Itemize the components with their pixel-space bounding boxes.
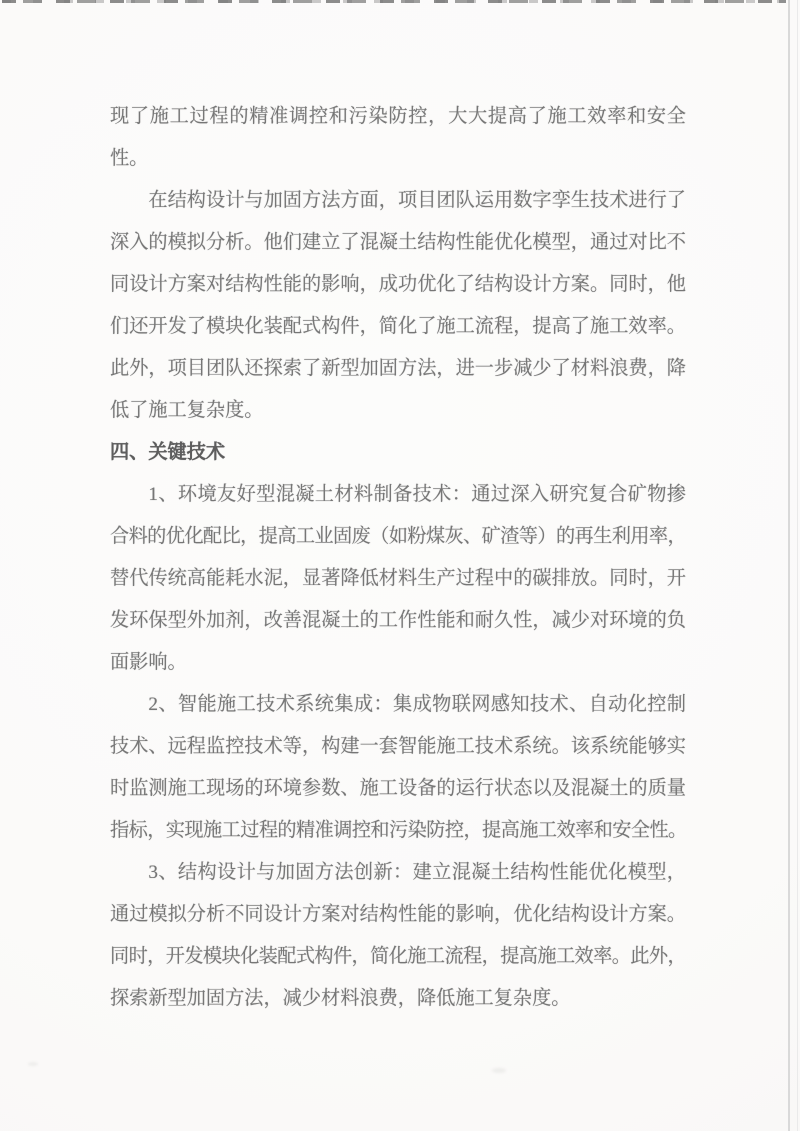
text-line: 1、环境友好型混凝土材料制备技术：通过深入研究复合矿物掺 — [148, 484, 686, 505]
scan-vertical-edge-line — [788, 0, 790, 1131]
text-line: 们还开发了模块化装配式构件，简化了施工流程，提高了施工效率。 — [110, 316, 686, 337]
text-line: 替代传统高能耗水泥，显著降低材料生产过程中的碳排放。同时，开 — [110, 568, 686, 589]
text-line: 2、智能施工技术系统集成：集成物联网感知技术、自动化控制 — [148, 694, 686, 715]
text-line: 探索新型加固方法，减少材料浪费，降低施工复杂度。 — [110, 988, 571, 1009]
text-line: 性。 — [110, 148, 149, 169]
paragraph-structure-design — [110, 180, 686, 432]
paragraph-item-2 — [110, 684, 686, 852]
text-line: 现了施工过程的精准调控和污染防控，大大提高了施工效率和安全 — [110, 106, 686, 127]
text-line: 3、结构设计与加固方法创新：建立混凝土结构性能优化模型， — [148, 862, 686, 883]
text-line: 通过模拟分析不同设计方案对结构性能的影响，优化结构设计方案。 — [110, 904, 686, 925]
text-line: 深入的模拟分析。他们建立了混凝土结构性能优化模型，通过对比不 — [110, 232, 686, 253]
section-heading-block — [110, 432, 686, 474]
scan-speck — [28, 1062, 38, 1066]
text-line: 技术、远程监控技术等，构建一套智能施工技术系统。该系统能够实 — [110, 736, 686, 757]
scan-speck — [492, 1068, 506, 1073]
document-body — [110, 96, 686, 1020]
scan-top-edge-artifact — [2, 0, 786, 3]
text-line: 同设计方案对结构性能的影响，成功优化了结构设计方案。同时，他 — [110, 274, 686, 295]
text-line: 面影响。 — [110, 652, 187, 673]
section-heading: 四、关键技术 — [110, 442, 226, 463]
text-line: 低了施工复杂度。 — [110, 400, 264, 421]
text-line: 指标，实现施工过程的精准调控和污染防控，提高施工效率和安全性。 — [110, 820, 686, 841]
paragraph-item-1 — [110, 474, 686, 684]
scan-vertical-edge-line-outer — [797, 0, 798, 1131]
text-line: 发环保型外加剂，改善混凝土的工作性能和耐久性，减少对环境的负 — [110, 610, 686, 631]
text-line: 时监测施工现场的环境参数、施工设备的运行状态以及混凝土的质量 — [110, 778, 686, 799]
text-line: 在结构设计与加固方法方面，项目团队运用数字孪生技术进行了 — [148, 190, 686, 211]
text-line: 合料的优化配比，提高工业固废（如粉煤灰、矿渣等）的再生利用率， — [110, 526, 686, 547]
text-line: 此外，项目团队还探索了新型加固方法，进一步减少了材料浪费，降 — [110, 358, 686, 379]
paragraph-continuation — [110, 96, 686, 180]
text-line: 同时，开发模块化装配式构件，简化施工流程，提高施工效率。此外， — [110, 946, 686, 967]
paragraph-item-3 — [110, 852, 686, 1020]
